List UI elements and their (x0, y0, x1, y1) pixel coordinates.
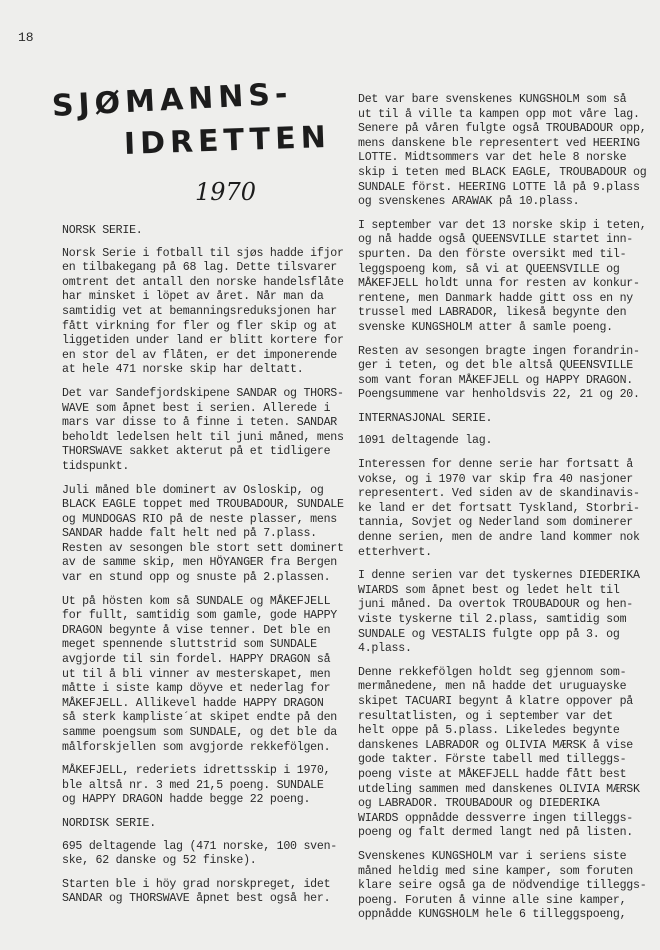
left-column (62, 224, 352, 916)
paragraph: 1091 deltagende lag. (358, 434, 493, 448)
paragraph: Resten av sesongen bragte ingen forandrin- ger i teten, og det ble altså QUEENSVILLE som vant foran MÅKEFJELL og HAPPY DRAGON. Poengsummene var henholdsvis 22, 21 og 20. (358, 344, 640, 402)
paragraph: Juli måned ble dominert av Osloskip, og BLACK EAGLE toppet med TROUBADOUR, SUNDALE og MUNDOGAS RIO på de neste plasser, mens SANDAR hadde falt helt ned på 7.plass. Resten av sesongen ble stort sett dominert av de samme skip, men HÖYANGER fra Bergen var en stund opp og snuste på 2.plassen. (62, 483, 344, 585)
paragraph: Svenskenes KUNGSHOLM var i seriens siste måned heldig med sine kamper, som foruten klare seire også ga de nödvendige tilleggs- poeng. Foruten å vinne alle sine kamper, oppnådde KUNGSHOLM hele 6 tilleggspoeng, (358, 849, 647, 922)
paragraph: I denne serien var det tyskernes DIEDERIKA WIARDS som åpnet best og ledet helt til juni måned. Da overtok TROUBADOUR og hen- viste tyskerne til 2.plass, samtidig som SUNDALE og VESTALIS fulgte opp på 3. og 4.plass. (358, 569, 640, 656)
page-title (51, 76, 332, 162)
paragraph: Det var Sandefjordskipene SANDAR og THORS- WAVE som åpnet best i serien. Allerede i mars var disse to å finne i teten. SANDAR beholdt ledelsen helt til juni måned, mens THORSWAVE sakket akterut på et tidligere tidspunkt. (62, 386, 344, 473)
page-number: 18 (18, 30, 34, 45)
title-line-2: IDRETTEN (123, 119, 332, 162)
paragraph: Denne rekkefölgen holdt seg gjennom som- mermånedene, men nå hadde det uruguayske skipet TACUARI begynt å klatre oppover på resultatlisten, og i september var det helt oppe på 5.plass. Likeledes begynte danskenes LABRADOR og OLIVIA MÆRSK å vise gode takter. Förste tabell med tilleggs- poeng viste at MÅKEFJELL hadde fått best utdeling sammen med danskenes OLIVIA MÆRSK og LABRADOR. TROUBADOUR og DIEDERIKA WIARDS oppnådde dessverre ingen tilleggs- poeng og falt dermed langt ned på listen. (358, 665, 640, 840)
paragraph: MÅKEFJELL, rederiets idrettsskip i 1970, ble altså nr. 3 med 21,5 poeng. SUNDALE og HAPPY DRAGON hadde begge 22 poeng. (62, 764, 331, 807)
paragraph: Ut på hösten kom så SUNDALE og MÅKEFJELL for fullt, samtidig som gamle, gode HAPPY DRAGON begynte å vise tenner. Det ble en meget spennende sluttstrid som SUNDALE avgjorde til sin fordel. HAPPY DRAGON så ut til å bli vinner av mesterskapet, men måtte i siste kamp döyve et nederlag for MÅKEFJELL. Allikevel hadde HAPPY DRAGON så sterk kampliste´at skipet endte på den samme poengsum som SUNDALE, og det ble da målforskjellen som avgjorde rekkefölgen. (62, 594, 338, 754)
paragraph: I september var det 13 norske skip i teten, og nå hadde også QUEENSVILLE startet inn- spurten. Da den förste oversikt med til- leggspoeng kom, så vi at QUEENSVILLE og MÅKEFJELL holdt unna for resten av konkur- rentene, men Danmark hadde gitt oss en ny trussel med LABRADOR, likeså begynte den svenske KUNGSHOLM atter å samle poeng. (358, 218, 647, 334)
paragraph: Norsk Serie i fotball til sjøs hadde ifjor en tilbakegang på 68 lag. Dette tilsvarer omtrent det antall den norske handelsflåte har minsket i löpet av året. Når man da samtidig vet at bemanningsreduksjonen har fått virkning for fler og fler skip og at liggetiden under land er blitt kortere for en stor del av flåten, er det imponerende at hele 471 norske skip har deltatt. (62, 246, 344, 377)
right-column (358, 93, 654, 932)
section-heading: INTERNASJONAL SERIE. (358, 411, 493, 425)
section-heading: NORDISK SERIE. (62, 816, 156, 830)
section-heading: NORSK SERIE. (62, 224, 143, 237)
title-line-1: SJØMANNS- (51, 76, 294, 124)
paragraph: Starten ble i höy grad norskpreget, idet SANDAR og THORSWAVE åpnet best også her. (62, 877, 331, 906)
paragraph: Interessen for denne serie har fortsatt å vokse, og i 1970 var skip fra 40 nasjoner representert. Ved siden av de skandinavis- ke land er det fortsatt Tyskland, Storbri- tannia, Sovjet og Nederland som dominerer denne serien, men de andre land kommer nok etterhvert. (358, 458, 640, 559)
year-heading: 1970 (195, 178, 257, 206)
paragraph: Det var bare svenskenes KUNGSHOLM som så ut til å ville ta kampen opp mot våre lag. Senere på våren fulgte også TROUBADOUR opp, mens danskene ble representert ved HEERING LOTTE. Midtsommers var det hele 8 norske skip i teten med BLACK EAGLE, TROUBADOUR og SUNDALE först. HEERING LOTTE lå på 9.plass og svenskenes ARAWAK på 10.plass. (358, 93, 647, 209)
paragraph: 695 deltagende lag (471 norske, 100 sven- ske, 62 danske og 52 finske). (62, 839, 338, 868)
